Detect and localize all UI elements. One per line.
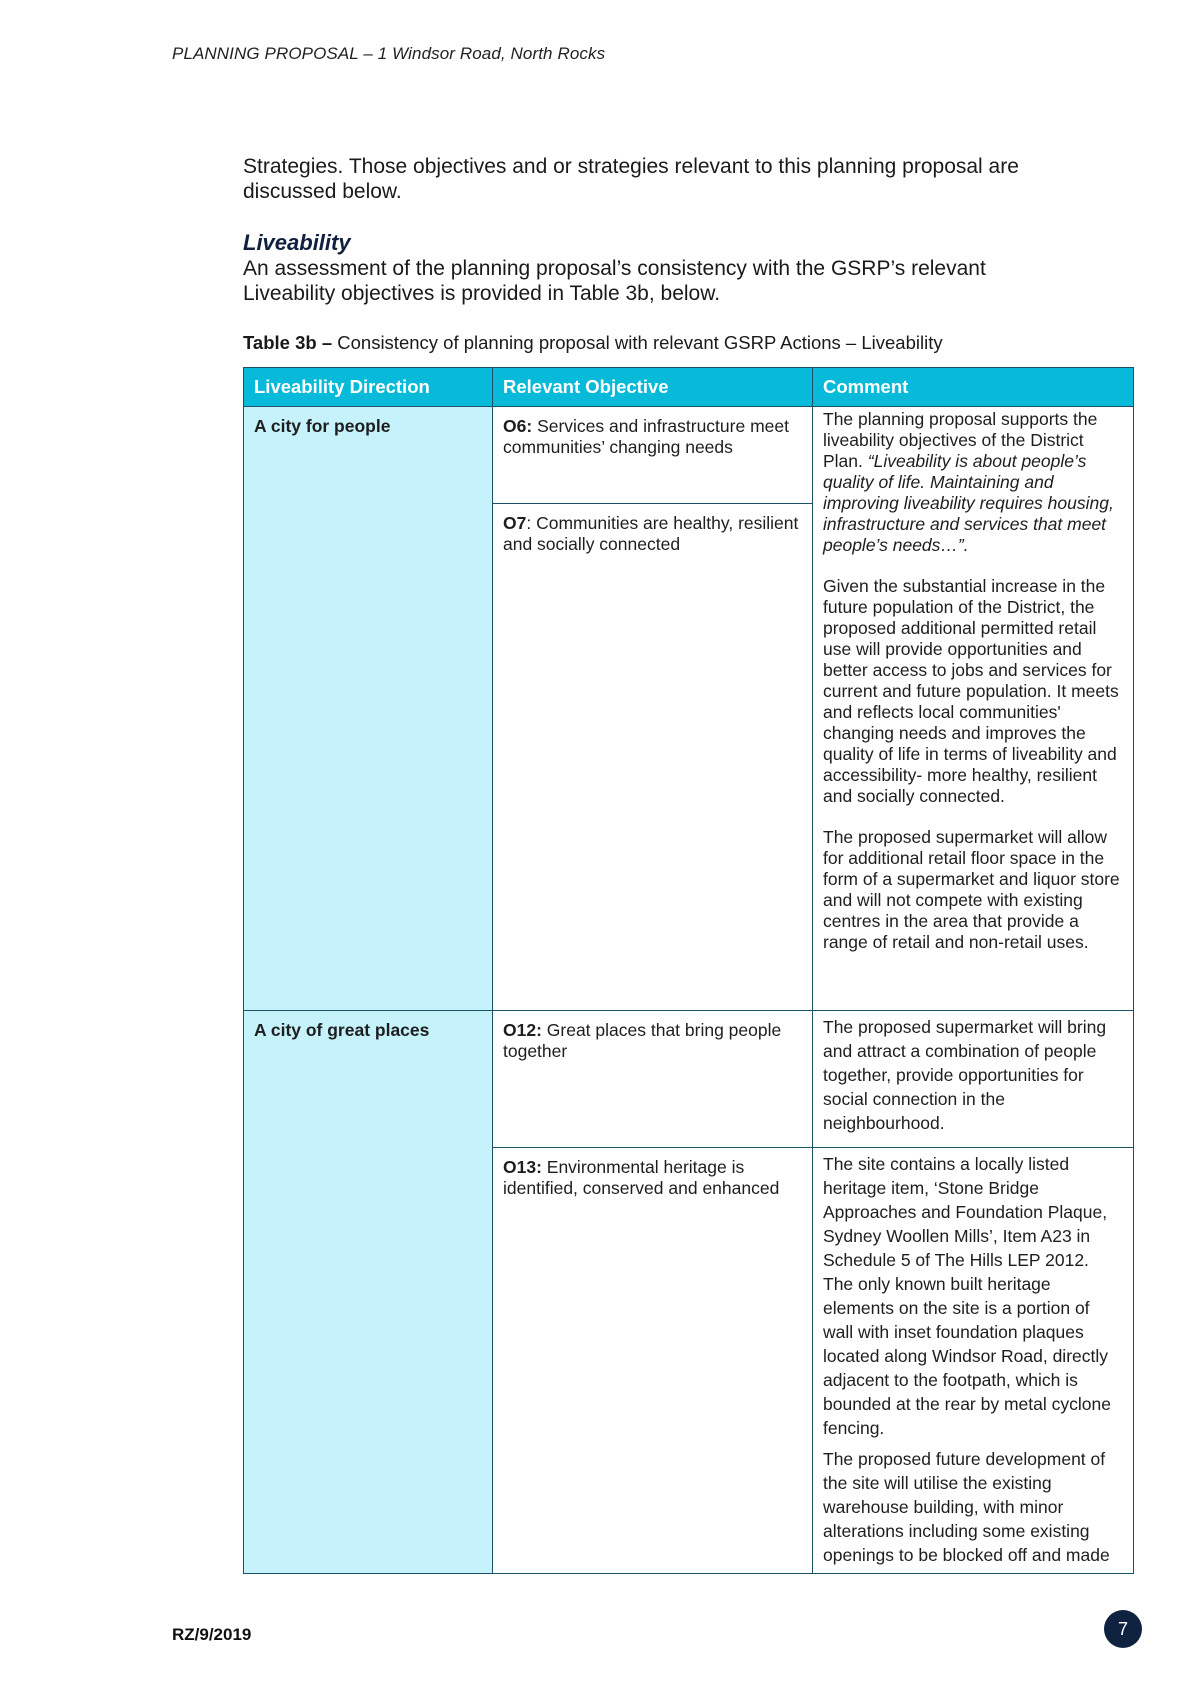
- table-caption: [243, 332, 943, 354]
- comment-paragraph: The proposed supermarket will allow for additional retail floor space in the form of a supermarket and liquor store and will not compete with existing centres in the area that provide a range of retail and non-retail uses.: [823, 827, 1120, 952]
- column-header: Comment: [813, 368, 1134, 407]
- objective-cell: [493, 504, 813, 1011]
- objective-code: O12:: [503, 1020, 542, 1040]
- column-header: Liveability Direction: [244, 368, 493, 407]
- objective-cell: [493, 1148, 813, 1574]
- document-reference: RZ/9/2019: [172, 1625, 252, 1644]
- comment-paragraph: [823, 409, 1123, 556]
- section-paragraph: An assessment of the planning proposal’s consistency with the GSRP’s relevant Liveability objectives is provided in Table 3b, below.: [243, 257, 986, 305]
- comment-paragraph: The proposed supermarket will bring and attract a combination of people together, provide opportunities for social connection in the neighbourhood.: [823, 1017, 1107, 1133]
- comment-cell: [813, 407, 1134, 1011]
- column-header: Relevant Objective: [493, 368, 813, 407]
- direction-cell: A city for people: [244, 407, 493, 1011]
- comment-paragraph: Given the substantial increase in the future population of the District, the proposed additional permitted retail use will provide opportunities and better access to jobs and services for current and future population. It meets and reflects local communities' changing needs and improves the quality of life in terms of liveability and accessibility- more healthy, resilient and socially connected.: [823, 576, 1119, 806]
- table-caption-label: Table 3b –: [243, 332, 333, 353]
- page-number-badge: 7: [1104, 1610, 1142, 1648]
- intro-paragraph: Strategies. Those objectives and or strategies relevant to this planning proposal are discussed below.: [243, 155, 1019, 203]
- comment-plain-text: The planning proposal supports the liveability objectives of the District Plan.: [823, 409, 1098, 471]
- objective-cell: [493, 1011, 813, 1148]
- objective-code: O6:: [503, 416, 533, 436]
- comment-cell: [813, 1011, 1134, 1148]
- comment-paragraph: The proposed future development of the site will utilise the existing warehouse building, with minor alterations including some existing openings to be blocked off and made: [823, 1449, 1110, 1565]
- objective-text: Environmental heritage is identified, conserved and enhanced: [503, 1157, 780, 1198]
- table-caption-text: Consistency of planning proposal with relevant GSRP Actions – Liveability: [337, 332, 943, 353]
- objective-text: Great places that bring people together: [503, 1020, 782, 1061]
- objective-text: Services and infrastructure meet communities’ changing needs: [503, 416, 789, 457]
- comment-quote: “Liveability is about people’s quality of life. Maintaining and improving liveability requires housing, infrastructure and services that meet people’s needs…”.: [823, 451, 1114, 555]
- table-header-row: [244, 368, 1134, 407]
- section-heading: Liveability: [243, 230, 351, 255]
- objective-cell: [493, 407, 813, 504]
- table-row: [244, 1011, 1134, 1148]
- running-header: PLANNING PROPOSAL – 1 Windsor Road, North Rocks: [172, 44, 606, 63]
- liveability-table: [243, 367, 1134, 1574]
- table-row: [244, 407, 1134, 504]
- comment-cell: [813, 1148, 1134, 1574]
- comment-paragraph: The site contains a locally listed heritage item, ‘Stone Bridge Approaches and Foundation Plaque, Sydney Woollen Mills’, Item A23 in Schedule 5 of The Hills LEP 2012. The only known built heritage elements on the site is a portion of wall with inset foundation plaques located along Windsor Road, directly adjacent to the footpath, which is bounded at the rear by metal cyclone fencing.: [823, 1154, 1111, 1438]
- objective-text: : Communities are healthy, resilient and socially connected: [503, 513, 799, 554]
- objective-code: O13:: [503, 1157, 542, 1177]
- direction-cell: A city of great places: [244, 1011, 493, 1574]
- objective-code: O7: [503, 513, 527, 533]
